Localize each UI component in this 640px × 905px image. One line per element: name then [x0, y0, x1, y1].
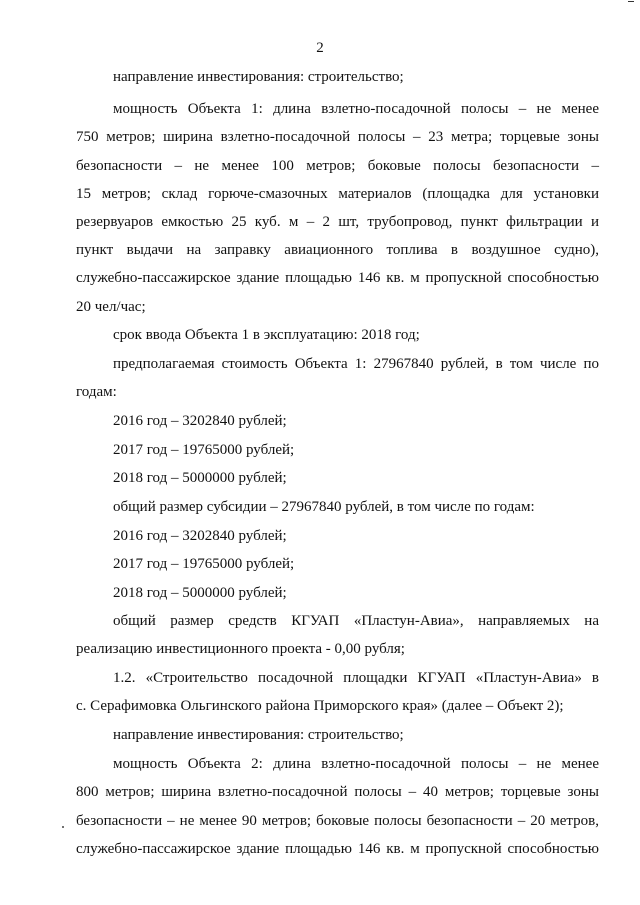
page-number: 2 [316, 40, 324, 56]
text-line: направление инвестирования: строительство; [113, 69, 404, 85]
text-line: годам: [76, 384, 117, 400]
text-line: общий размер субсидии – 27967840 рублей, в том числе по годам: [113, 499, 535, 515]
corner-mark [628, 1, 634, 2]
text-line: срок ввода Объекта 1 в эксплуатацию: 2018 год; [113, 327, 420, 343]
text-line: 15 метров; склад горюче-смазочных материалов (площадка для установки [76, 186, 599, 202]
text-line: безопасности – не менее 100 метров; боковые полосы безопасности – [76, 158, 599, 174]
text-line: 2017 год – 19765000 рублей; [113, 442, 295, 458]
text-line: 2018 год – 5000000 рублей; [113, 585, 287, 601]
text-line: служебно-пассажирское здание площадью 146 кв. м пропускной способностью [76, 270, 599, 286]
text-line: 20 чел/час; [76, 299, 146, 315]
text-line: 2017 год – 19765000 рублей; [113, 556, 295, 572]
text-line: 2016 год – 3202840 рублей; [113, 528, 287, 544]
text-line: реализацию инвестиционного проекта - 0,00 рубля; [76, 641, 405, 657]
text-line: безопасности – не менее 90 метров; боковые полосы безопасности – 20 метров, [76, 813, 599, 829]
stray-mark [62, 826, 64, 828]
text-line: мощность Объекта 2: длина взлетно-посадочной полосы – не менее [113, 756, 599, 772]
text-line: резервуаров емкостью 25 куб. м – 2 шт, трубопровод, пункт фильтрации и [76, 214, 599, 230]
text-line: общий размер средств КГУАП «Пластун-Авиа», направляемых на [113, 613, 599, 629]
text-line: предполагаемая стоимость Объекта 1: 27967840 рублей, в том числе по [113, 356, 599, 372]
text-line: пункт выдачи на заправку авиационного топлива в воздушное судно), [76, 242, 599, 258]
text-line: 1.2. «Строительство посадочной площадки КГУАП «Пластун-Авиа» в [113, 670, 599, 686]
text-line: служебно-пассажирское здание площадью 146 кв. м пропускной способностью [76, 841, 599, 857]
text-line: 2018 год – 5000000 рублей; [113, 470, 287, 486]
text-line: с. Серафимовка Ольгинского района Приморского края» (далее – Объект 2); [76, 698, 564, 714]
text-line: мощность Объекта 1: длина взлетно-посадочной полосы – не менее [113, 101, 599, 117]
text-line: 2016 год – 3202840 рублей; [113, 413, 287, 429]
text-line: 750 метров; ширина взлетно-посадочной полосы – 23 метра; торцевые зоны [76, 129, 599, 145]
text-line: направление инвестирования: строительство; [113, 727, 404, 743]
text-line: 800 метров; ширина взлетно-посадочной полосы – 40 метров; торцевые зоны [76, 784, 599, 800]
